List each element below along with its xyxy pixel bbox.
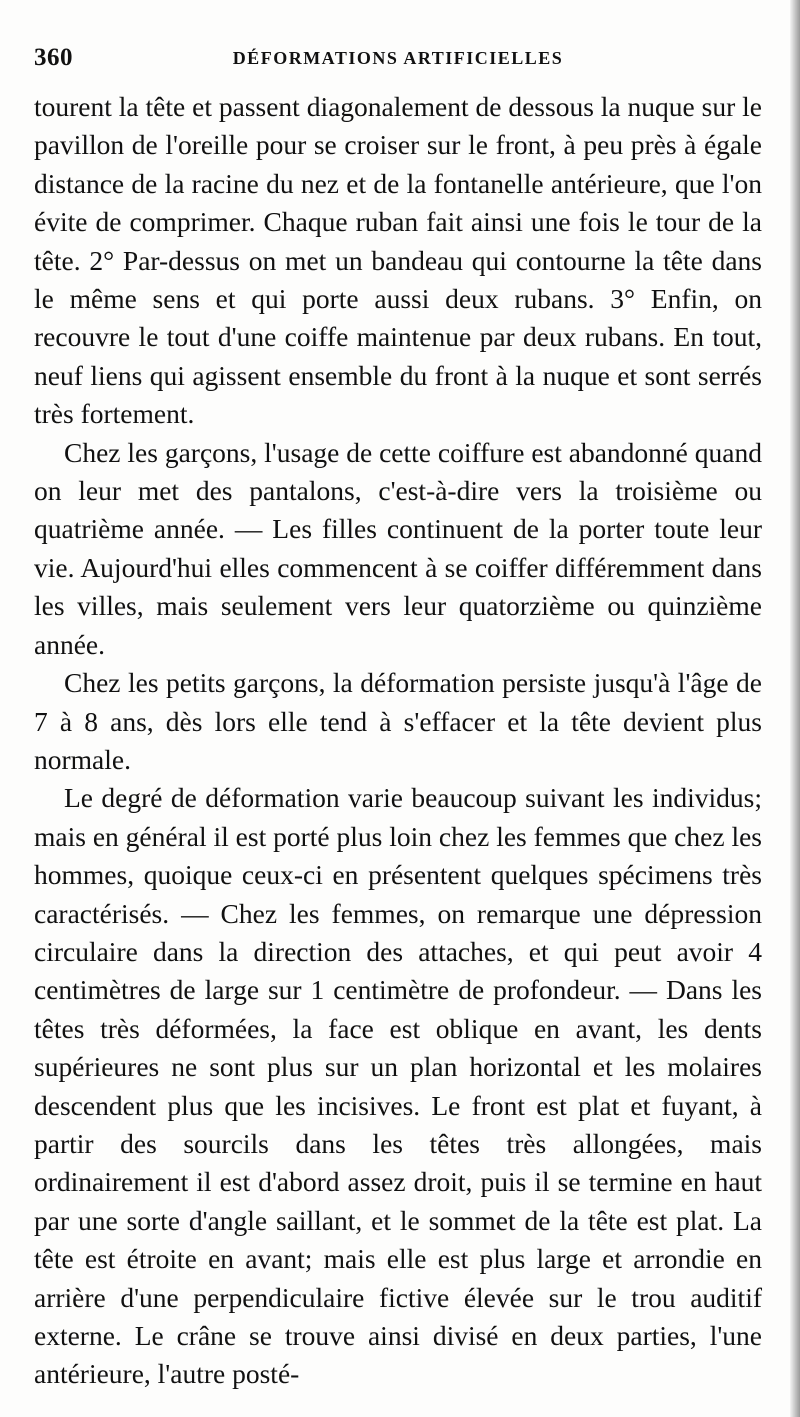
paragraph-petits-garcons: Chez les petits garçons, la déformation persiste jusqu'à l'âge de 7 à 8 ans, dès lors elle tend à s'effacer et la tête devient plus normale.	[34, 667, 762, 775]
page-header	[34, 44, 762, 78]
body-text	[34, 88, 762, 1394]
paragraph-continuation: tourent la tête et passent diagonalement de dessous la nuque sur le pavillon de l'oreille pour se croiser sur le front, à peu près à égale distance de la racine du nez et de la fontanelle antérieure, que l'on évite de comprimer. Chaque ruban fait ainsi une fois le tour de la tête. 2° Par-dessus on met un bandeau qui contourne la tête dans le même sens et qui porte aussi deux rubans. 3° Enfin, on recouvre le tout d'une coiffe maintenue par deux rubans. En tout, neuf liens qui agissent ensemble du front à la nuque et sont serrés très fortement.	[34, 91, 762, 430]
page-number: 360	[34, 44, 73, 71]
paragraph-degre-deformation: Le degré de déformation varie beaucoup suivant les individus; mais en général il est porté plus loin chez les femmes que chez les hommes, quoique ceux-ci en présentent quelques spécimens très caractérisés. — Chez les femmes, on remarque une dépression circulaire dans la direction des attaches, et qui peut avoir 4 centimètres de large sur 1 centimètre de profondeur. — Dans les têtes très déformées, la face est oblique en avant, les dents supérieures ne sont plus sur un plan horizontal et les molaires descendent plus que les incisives. Le front est plat et fuyant, à partir des sourcils dans les têtes très allongées, mais ordinairement il est d'abord assez droit, puis il se termine en haut par une sorte d'angle saillant, et le sommet de la tête est plat. La tête est étroite en avant; mais elle est plus large et arrondie en arrière d'une perpendiculaire fictive élevée sur le trou auditif externe. Le crâne se trouve ainsi divisé en deux parties, l'une antérieure, l'autre posté-	[34, 782, 762, 1390]
running-title: DÉFORMATIONS ARTIFICIELLES	[232, 48, 564, 68]
paragraph-garcons-coiffure: Chez les garçons, l'usage de cette coiffure est abandonné quand on leur met des pantalons, c'est-à-dire vers la troisième ou quatrième année. — Les filles continuent de la porter toute leur vie. Aujourd'hui elles commencent à se coiffer différemment dans les villes, mais seulement vers leur quatorzième ou quinzième année.	[34, 436, 762, 660]
page-edge-shadow	[790, 0, 800, 1417]
